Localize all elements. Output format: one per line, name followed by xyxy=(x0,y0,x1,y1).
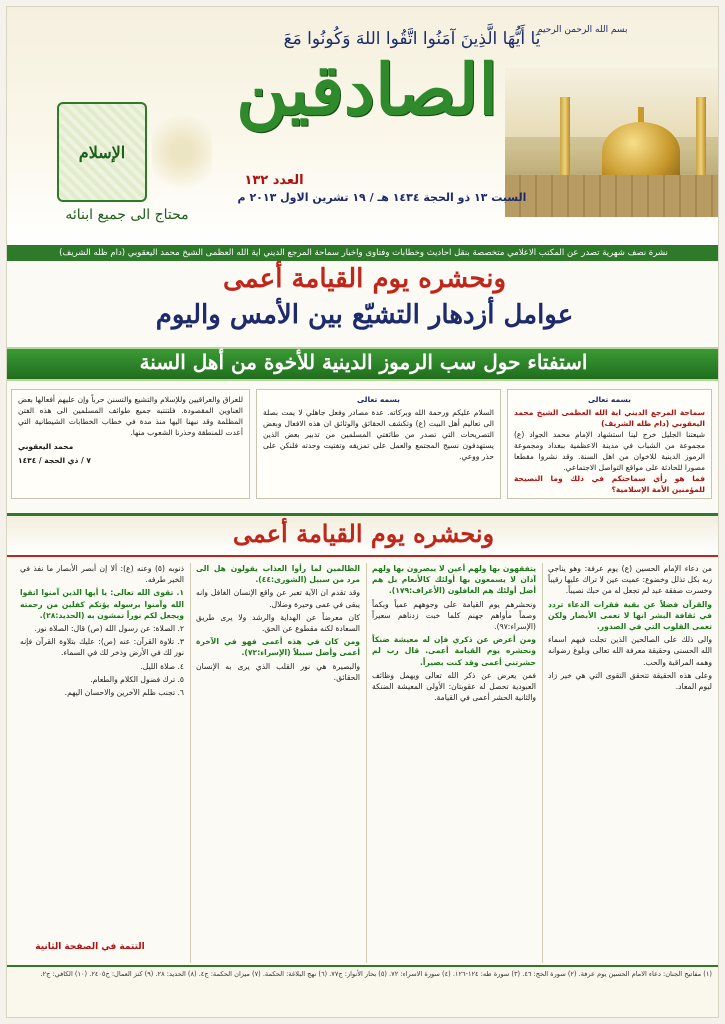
article-column-4: ذنوبه (٥) وعنه (ع): ألا إن أبصر الأبصار ما نفذ في الخير طرفه. ١. تقوى الله تعالى: يا أيها الذين آمنوا اتقوا الله وآمنوا برسوله يؤتكم كفلين من رحمته ويجعل لكم نوراً تمشون به (الحديد:٢٨). ٢. الصلاة: عن رسول الله (ص) قال: الصلاة نور. ٣. تلاوة القرآن: عنه (ص): عليك بتلاوة القرآن فإنه نور لك في الأرض وذخر لك في السماء. ٤. صلاة الليل. ٥. ترك فضول الكلام والطعام. ٦. تجنب ظلم الآخرين والاحسان اليهم. xyxy=(20,564,184,698)
article-columns xyxy=(15,563,712,963)
footnotes: (١) مفاتيح الجنان: دعاء الامام الحسين يوم عرفة. (٢) سورة الحج: ٤٦. (٣) سورة طه: ١٢٤-١٢٦. (٤) سورة الاسراء: ٧٢. (٥) بحار الأنوار: ج٧٧. (٦) نهج البلاغة: الحكمة. (٧) ميزان الحكمة: ج٤. (٨) الحديد: ٢٨. (٩) كنز العمال: ح٢٤٠٥. (١٠) الكافي: ج٢. xyxy=(7,965,719,1018)
article-column-1: من دعاء الإمام الحسين (ع) يوم عرفة: وهو يناجي ربه بكل تذلل وخضوع: عميت عين لا تراك عليها رقيباً وخسرت صفقة عبد لم تجعل له من حبك نصيباً. والقرآن فضلاً عن بقية فقرات الدعاء تردد في ثقافة البشر انها لا تعمى الأبصار ولكن تعمى القلوب التي في الصدور. والى ذلك على الصالحين الذين تجلت فيهم اسماء الله الحسنى وحقيقة معرفة الله تعالى وبلوغ رضوانه وهمه المراقبة والحب. وعلى هذه الحقيقة تتحقق التقوى التي هي خير زاد ليوم المعاد. xyxy=(542,563,712,963)
slogan: محتاج الى جميع ابنائه xyxy=(65,207,189,223)
signature-date: ٧ / ذي الحجة / ١٤٣٤ xyxy=(18,456,91,465)
ornament-icon xyxy=(152,107,212,197)
article-title: ونحشره يوم القيامة أعمى xyxy=(232,519,495,548)
fatwa-answer-continued-box: للعراق والعراقيين وللإسلام والتشيع والتسنن حرباً وإن عليهم أفعالها بعض العناوين المقصودة. فلتنتبه جميع طوائف المسلمين الى هذه الفتن المظلمة وقد نبهنا اليها منذ مدة في خطاب الخطابات الشيطانية التي أعدت للمنطقة وحذرنا الشعوب منها. محمد اليعقوبي ٧ / ذي الحجة / ١٤٣٤ xyxy=(11,389,250,499)
fatwa-question-box: بسمه تعالى سماحة المرجع الديني اية الله العظمى الشيخ محمد اليعقوبي (دام ظله الشريف) شيعتنا الجليل خرج لينا استشهاد الإمام محمد الجواد (ع) مجموعة من الشباب في مدينة الاعظمية ببغداد ومجموعة الرموز الدينية للاخوان من اهل السنة. وقد نشروا مقطعا مصورا للحادثة على مواقع التواصل الاجتماعي. فما هو رأي سماحتكم في ذلك وما النصيحة للمؤمنين الأمة الإسلامية؟ xyxy=(507,389,712,499)
newspaper-title: الصادقين xyxy=(236,48,498,131)
headline-2: عوامل أزدهار التشيّع بين الأمس واليوم xyxy=(155,300,574,330)
fatwa-answer-box: بسمه تعالى السلام عليكم ورحمة الله وبركاته. عدة مصادر وفعل جاهلي لا يمت بصلة الى تعاليم أهل البيت (ع) وتكشف الحقائق والوثائق ان هذه الافعال وبعض التصريحات التي تصدر من طائفتي المسلمين من تدبير بعض الذين يستهدفون نسيج المجتمع والعمل على تمزيقه وتفتيت وحدته فلنكن على حذر ووعي. xyxy=(256,389,501,499)
signature: محمد اليعقوبي xyxy=(18,442,74,451)
headline-3: استفتاء حول سب الرموز الدينية للأخوة من أهل السنة xyxy=(139,350,588,374)
newspaper-page xyxy=(6,6,719,1018)
article-column-3: الظالمين لما رأوا العذاب يقولون هل الى مرد من سبيل (الشورى:٤٤). وقد تقدم ان الآية تعبر عن واقع الإنسان الغافل وانه يبقى في عمى وحيرة وضلال. كان معرضاً عن الهداية والرشد ولا يرى طريق السعادة لكنه مقطوع عن الحق. ومن كان في هذه أعمى فهو في الآخرة أعمى وأضل سبيلاً (الإسراء:٧٢). والبصيرة هي نور القلب الذي يرى به الإنسان الحقائق. xyxy=(190,563,360,963)
golden-dome-image xyxy=(602,122,680,182)
article-column-2: يتفقهون بها ولهم أعين لا يبصرون بها ولهم آذان لا يسمعون بها أولئك كالأنعام بل هم أضل أولئك هم الغافلون (الأعراف:١٧٩). ونحشرهم يوم القيامة على وجوههم عمياً وبكماً وصماً مأواهم جهنم كلما خبت زدناهم سعيراً (الإسراء:٩٧). ومن أعرض عن ذكري فإن له معيشة ضنكاً ونحشره يوم القيامة أعمى. قال رب لم حشرتني أعمى وقد كنت بصيراً. فمن يعرض عن ذكر الله تعالى ويهمل وظائف العبودية تحصل له عقوبتان: الأولى المعيشة الضنكة والثانية الحشر أعمى في القيامة. xyxy=(366,563,536,963)
quran-verse: يَا أَيُّهَا الَّذِينَ آمَنُوا اتَّقُوا اللهَ وَكُونُوا مَعَ xyxy=(283,29,541,49)
info-bar: نشرة نصف شهرية تصدر عن المكتب الاعلامي متخصصة بنقل احاديث وخطابات وفتاوى واخبار سماحة المرجع الديني اية الله العظمى الشيخ محمد اليعقوبي (دام ظله الشريف) xyxy=(7,245,719,261)
shrine-photo xyxy=(505,67,719,217)
headline-1: ونحشره يوم القيامة أعمى xyxy=(222,264,507,294)
masthead xyxy=(7,7,719,245)
basmala: بسم الله الرحمن الرحيم xyxy=(537,25,628,35)
issue-date: السبت ١٣ ذو الحجة ١٤٣٤ هـ / ١٩ تشرين الاول ٢٠١٣ م xyxy=(237,191,527,204)
issue-number: العدد ١٣٢ xyxy=(244,173,304,188)
shrine-wall-image xyxy=(505,175,719,217)
islam-logo: الإسلام xyxy=(57,102,147,202)
continued-note: التتمة في الصفحة الثانية xyxy=(35,942,145,952)
